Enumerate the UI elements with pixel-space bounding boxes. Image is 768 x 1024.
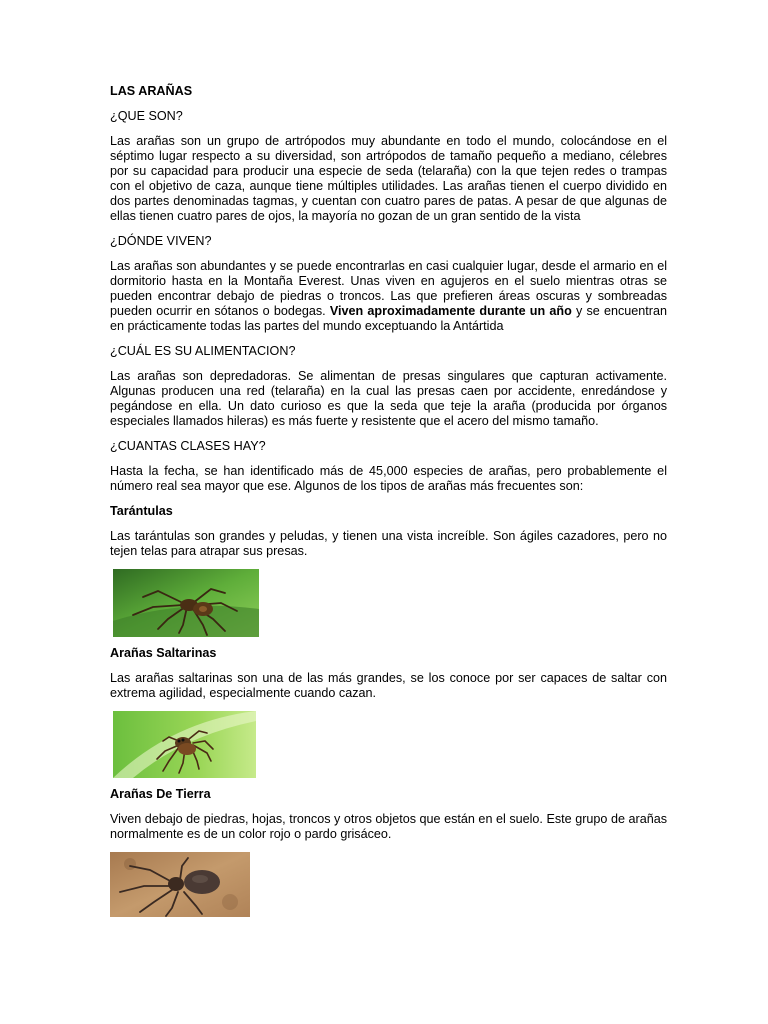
- paragraph-donde-viven-part2: y se encuentran en prácticamente todas las partes del mundo exceptuando la Antártida: [110, 304, 667, 333]
- paragraph-tarantulas: Las tarántulas son grandes y peludas, y tienen una vista increíble. Son ágiles cazadores, pero no tejen telas para atrapar sus presas.: [110, 529, 667, 558]
- heading-clases: ¿CUANTAS CLASES HAY?: [110, 439, 266, 453]
- paragraph-clases: Hasta la fecha, se han identificado más de 45,000 especies de arañas, pero probablemente el número real sea mayor que ese. Algunos de los tipos de arañas más frecuentes son:: [110, 464, 667, 493]
- heading-que-son: ¿QUE SON?: [110, 109, 183, 123]
- heading-donde-viven: ¿DÓNDE VIVEN?: [110, 234, 212, 248]
- tarantula-photo: [113, 569, 259, 637]
- subheading-tarantulas: Tarántulas: [110, 504, 173, 518]
- subheading-saltarinas: Arañas Saltarinas: [110, 646, 217, 660]
- ground-spider-photo: [110, 852, 250, 917]
- paragraph-donde-viven-bold: Viven aproximadamente durante un año: [329, 304, 572, 318]
- paragraph-donde-viven: [110, 259, 667, 334]
- subheading-tierra: Arañas De Tierra: [110, 787, 211, 801]
- paragraph-tierra: Viven debajo de piedras, hojas, troncos y otros objetos que están en el suelo. Este grupo de arañas normalmente es de un color rojo o pardo grisáceo.: [110, 812, 667, 841]
- paragraph-que-son: Las arañas son un grupo de artrópodos muy abundante en todo el mundo, colocándose en el séptimo lugar respecto a su diversidad, son artrópodos de tamaño pequeño a mediano, célebres por su capacidad para producir una especie de seda (telaraña) con la que tejen redes o trampas con el objetivo de caza, aunque tiene múltiples utilidades. Las arañas tienen el cuerpo dividido en dos partes denominadas tagmas, y cuentan con cuatro pares de patas. A pesar de que algunas de ellas tienen cuatro pares de ojos, la mayoría no gozan de un gran sentido de la vista: [110, 134, 667, 223]
- document-page: [110, 84, 667, 926]
- document-title: LAS ARAÑAS: [110, 84, 193, 98]
- paragraph-alimentacion: Las arañas son depredadoras. Se alimentan de presas singulares que capturan activamente. Algunas producen una red (telaraña) en la cual las presas caen por accidente, enredándose y pegándose en ella. Un dato curioso es que la seda que teje la araña (producida por órganos especiales llamados hileras) es más fuerte y resistente que el acero del mismo tamaño.: [110, 369, 667, 428]
- jumping-spider-photo: [113, 711, 256, 778]
- heading-alimentacion: ¿CUÁL ES SU ALIMENTACION?: [110, 344, 296, 358]
- paragraph-saltarinas: Las arañas saltarinas son una de las más grandes, se los conoce por ser capaces de saltar con extrema agilidad, especialmente cuando cazan.: [110, 671, 667, 700]
- paragraph-donde-viven-part1: Las arañas son abundantes y se puede encontrarlas en casi cualquier lugar, desde el armario en el dormitorio hasta en la Montaña Everest. Unas viven en agujeros en el suelo mientras otras se pueden encontrar debajo de piedras o troncos. Las que prefieren áreas oscuras y sombreadas pueden ocurrir en sótanos o bodegas.: [110, 259, 667, 318]
